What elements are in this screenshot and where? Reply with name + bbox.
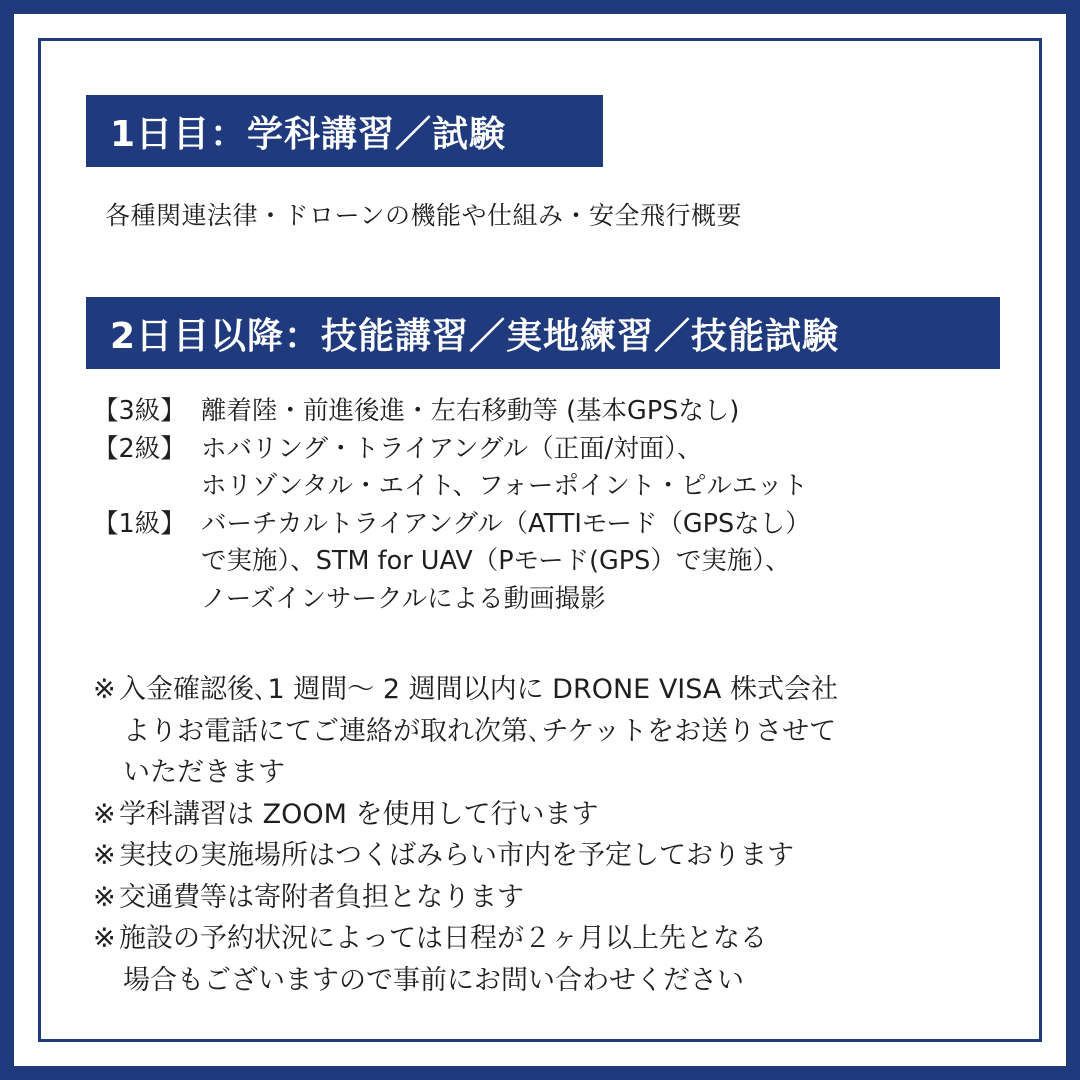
note-line: 学科講習は ZOOM を使用して行います bbox=[119, 798, 599, 830]
note-line: 交通費等は寄附者負担となります bbox=[119, 881, 524, 913]
level-3 bbox=[93, 393, 993, 431]
note-line: 入金確認後､1 週間～ 2 週間以内に DRONE VISA 株式会社 bbox=[119, 674, 838, 705]
section1-description: 各種関連法律・ドローンの機能や仕組み・安全飛行概要 bbox=[105, 201, 743, 230]
inner-border bbox=[38, 38, 1042, 1042]
level-line: 離着陸・前進後進・左右移動等 (基本GPSなし) bbox=[201, 396, 740, 426]
outer-frame bbox=[14, 14, 1066, 1066]
note-item bbox=[93, 918, 1023, 1001]
level-tag: 【3級】 bbox=[93, 396, 186, 426]
level-line: ホバリング・トライアングル（正面/対面）、 bbox=[201, 433, 703, 464]
level-line: バーチカルトライアングル（ATTIモード（GPSなし） bbox=[201, 508, 811, 539]
level-tag: 【2級】 bbox=[93, 433, 186, 464]
level-line: ホリゾンタル・エイト、フォーポイント・ピルエット bbox=[201, 471, 808, 501]
note-mark: ※ bbox=[93, 798, 116, 830]
note-line: 実技の実施場所はつくばみらい市内を予定しております bbox=[119, 840, 794, 871]
content-area bbox=[41, 41, 1039, 1039]
note-line: 場合もございますので事前にお問い合わせください bbox=[123, 964, 744, 996]
note-line: よりお電話にてご連絡が取れ次第､チケットをお送りさせて bbox=[123, 715, 837, 747]
note-mark: ※ bbox=[93, 881, 116, 913]
note-item bbox=[93, 794, 1023, 836]
section2-header: 2日目以降：技能講習／実地練習／技能試験 bbox=[86, 297, 1000, 369]
note-mark: ※ bbox=[93, 840, 116, 871]
level-2 bbox=[93, 431, 993, 506]
note-mark: ※ bbox=[93, 674, 116, 705]
level-tag: 【1級】 bbox=[93, 508, 186, 539]
note-item bbox=[93, 877, 1023, 919]
level-list bbox=[93, 393, 993, 618]
notes-list bbox=[93, 669, 1023, 1001]
level-line: ノーズインサークルによる動画撮影 bbox=[201, 583, 606, 614]
section1-header: 1日目：学科講習／試験 bbox=[86, 95, 603, 167]
note-item bbox=[93, 669, 1023, 794]
level-line: で実施）、STM for UAV（Pモード(GPS）で実施）、 bbox=[201, 546, 791, 576]
note-line: いただきます bbox=[123, 757, 285, 788]
note-mark: ※ bbox=[93, 923, 116, 954]
level-1 bbox=[93, 506, 993, 619]
note-line: 施設の予約状況によっては日程が２ヶ月以上先となる bbox=[119, 923, 767, 954]
note-item bbox=[93, 835, 1023, 877]
